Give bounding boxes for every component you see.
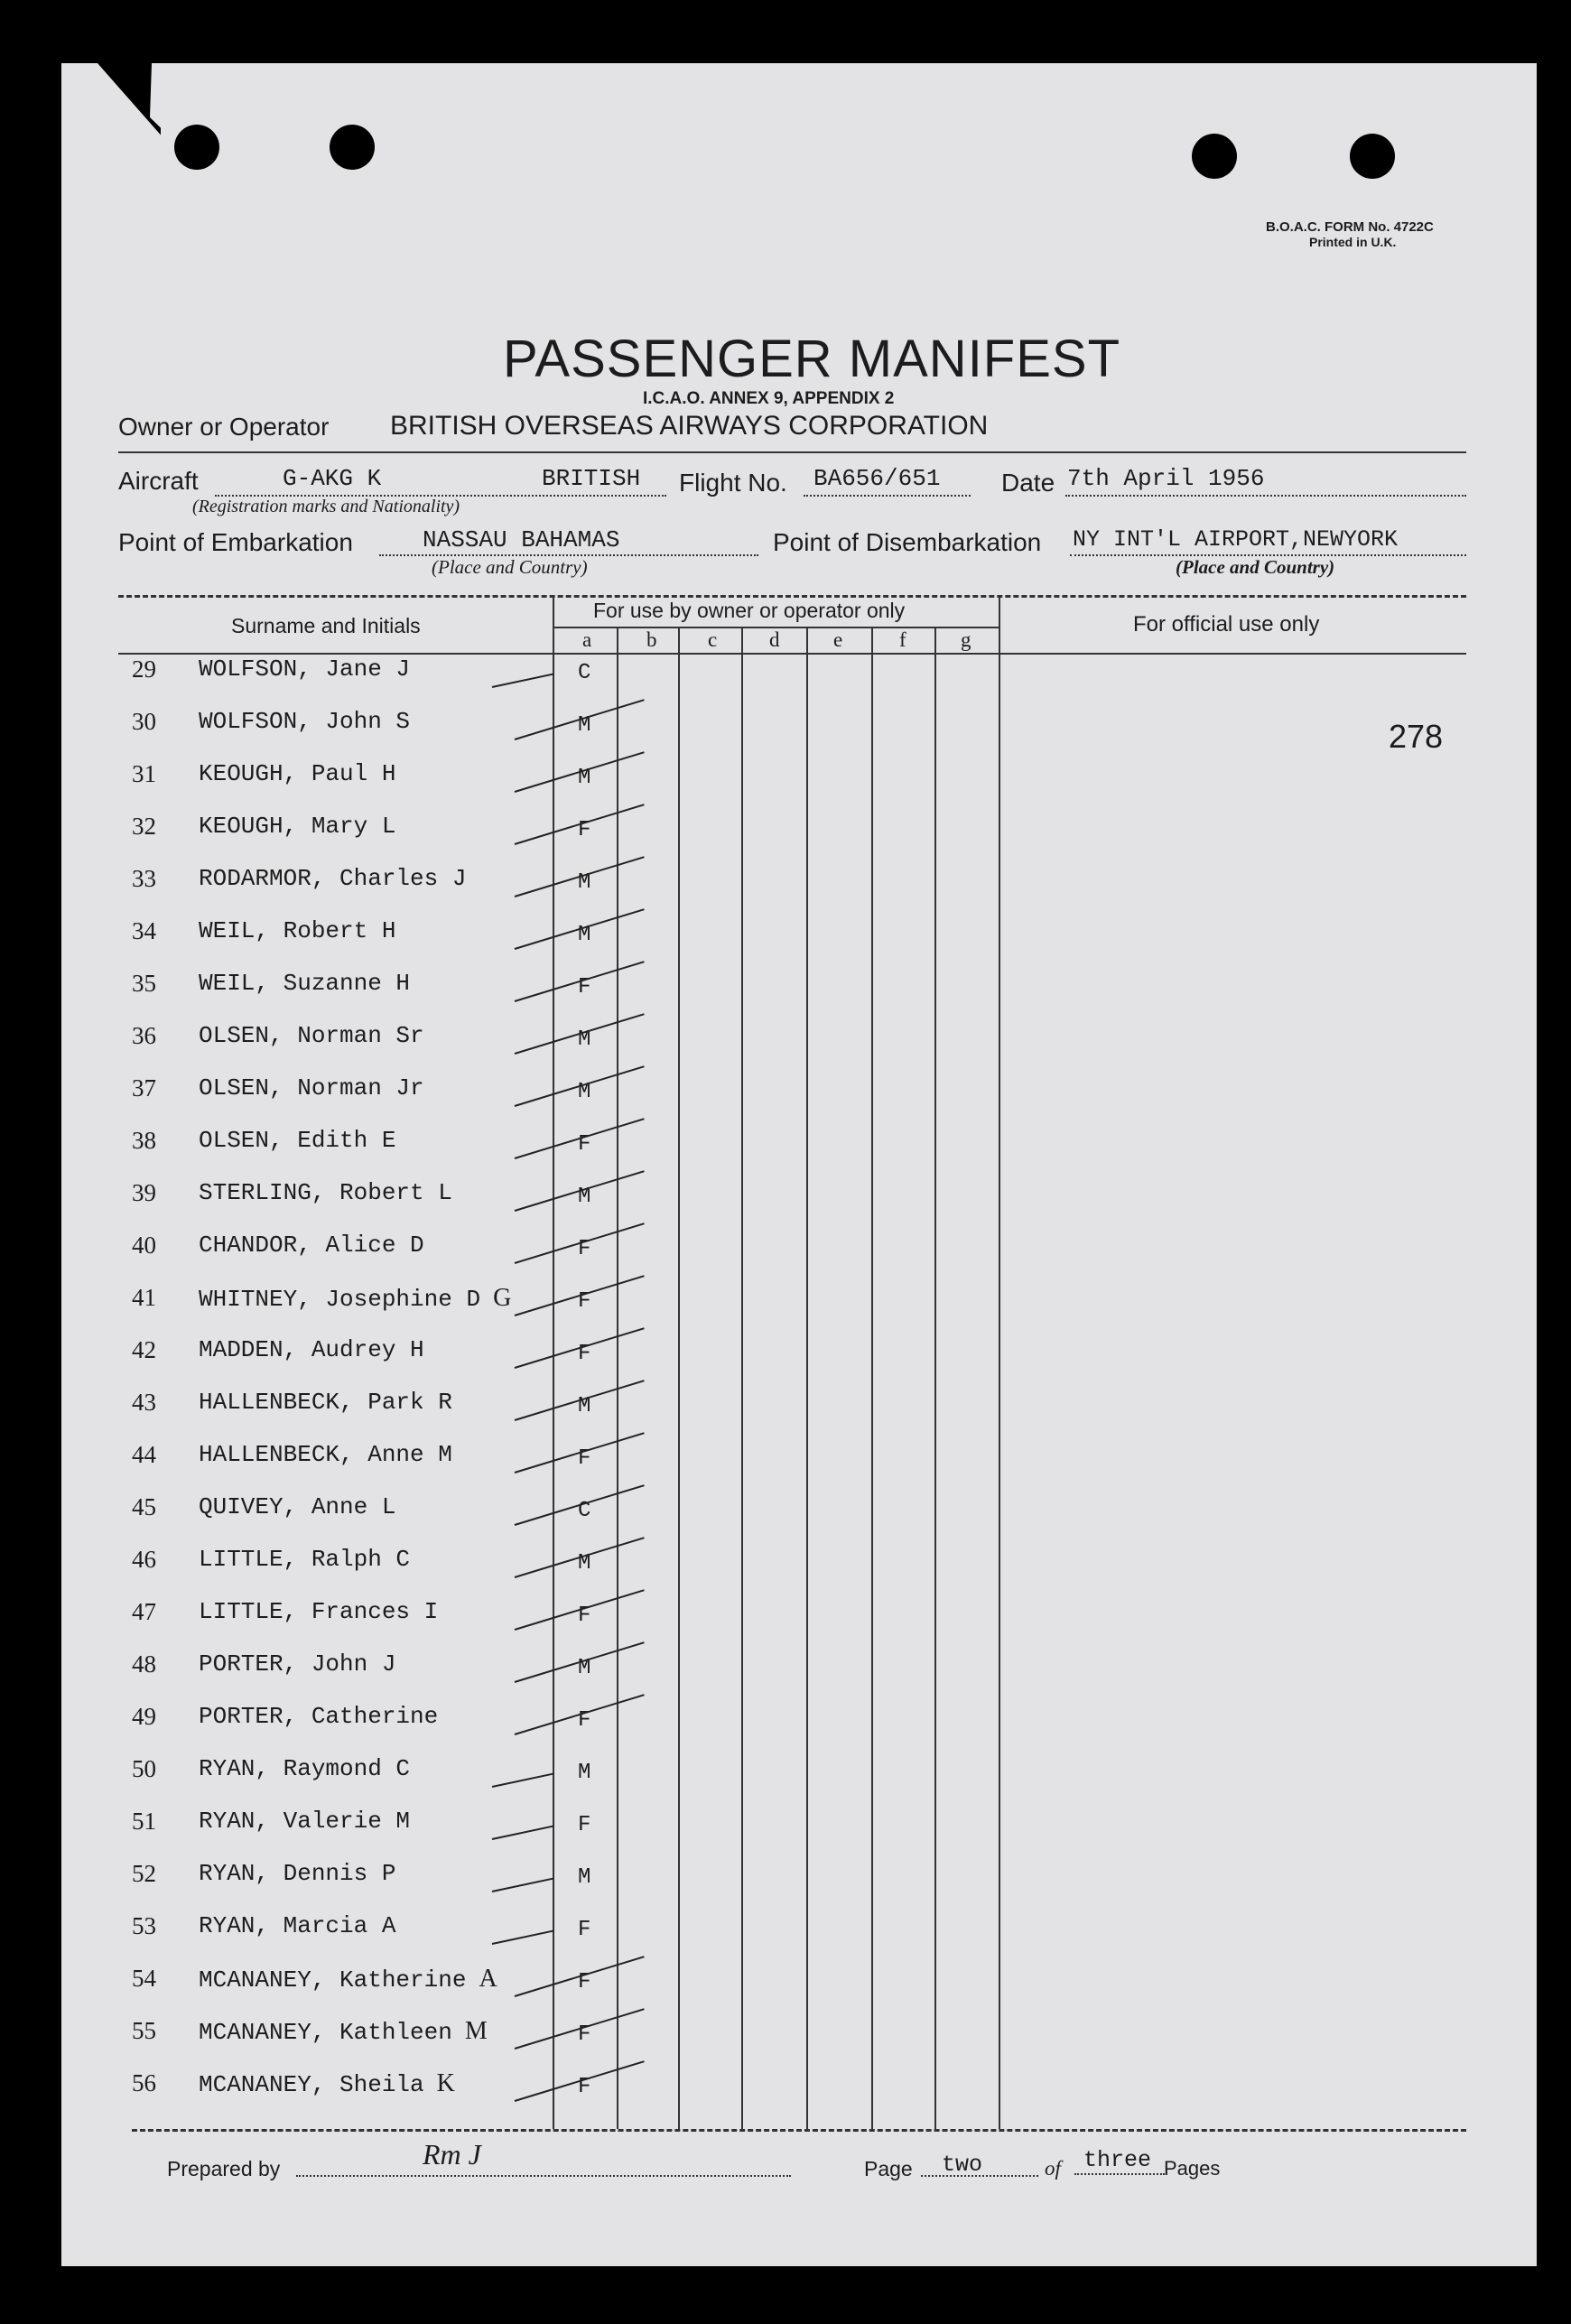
passenger-name [199,1860,395,1887]
passenger-name-text: WOLFSON, Jane J [199,655,411,683]
table-row [0,1703,1571,1748]
passenger-code: F [578,975,591,999]
embarkation-label: Point of Embarkation [118,528,353,556]
row-number: 44 [132,1441,156,1468]
column-header-official: For official use only [1133,612,1320,637]
passenger-name [199,1127,395,1154]
passenger-code: F [578,1237,591,1261]
table-row [0,1493,1571,1538]
row-number: 50 [132,1755,156,1782]
table-row [0,917,1571,962]
row-number: 35 [132,970,156,997]
field-underline [1065,495,1466,497]
passenger-name-text: WOLFSON, John S [199,708,411,735]
passenger-name-text: WHITNEY, Josephine D [199,1286,481,1313]
aircraft-nationality: BRITISH [542,465,641,492]
row-number: 53 [132,1912,156,1939]
passenger-name [199,1755,410,1782]
passenger-name [199,1808,410,1835]
passenger-name-text: CHANDOR, Alice D [199,1232,424,1259]
table-row [0,970,1571,1015]
owner-value: BRITISH OVERSEAS AIRWAYS CORPORATION [390,411,989,441]
row-number: 37 [132,1074,156,1102]
column-letter: e [833,628,843,651]
passenger-name [199,970,410,997]
passenger-name [199,1074,424,1102]
row-number: 38 [132,1127,156,1154]
embarkation-note: (Place and Country) [432,556,588,578]
field-underline [804,495,971,497]
table-row [0,813,1571,858]
handwritten-initial: K [436,2069,455,2097]
aircraft-reg: G-AKG K [283,465,382,492]
table-row [0,1074,1571,1120]
table-row [0,1232,1571,1277]
passenger-code: M [578,1027,591,1052]
row-number: 49 [132,1703,156,1730]
passenger-name-text: LITTLE, Ralph C [199,1546,411,1573]
page-value: two [942,2152,983,2178]
table-row [0,1546,1571,1591]
field-underline [921,2175,1038,2177]
passenger-code: F [578,1970,591,1994]
passenger-name [199,1284,511,1313]
punch-hole [330,125,375,170]
passenger-name-text: MCANANEY, Katherine [199,1966,467,1994]
prepared-signature: Rm J [423,2138,481,2171]
passenger-name [199,1232,424,1259]
column-header-surname: Surname and Initials [231,614,421,637]
table-row [0,2017,1571,2062]
table-row [0,1965,1571,2010]
official-number: 278 [1389,718,1444,755]
page-title: PASSENGER MANIFEST [503,330,1121,388]
flight-value: BA656/651 [813,465,941,492]
row-number: 56 [132,2069,156,2096]
header-rule [118,653,1466,655]
passenger-name-text: OLSEN, Edith E [199,1127,396,1154]
table-row [0,1441,1571,1486]
check-mark [492,1825,554,1840]
passenger-name-text: QUIVEY, Anne L [199,1493,396,1520]
row-number: 54 [132,1965,156,1992]
passenger-code: F [578,1918,591,1942]
passenger-code: M [578,1394,591,1418]
passenger-name-text: RYAN, Dennis P [199,1860,396,1887]
pages-label: Pages [1164,2157,1221,2180]
check-mark [492,1772,554,1788]
passenger-name [199,655,410,683]
registration-note: (Registration marks and Nationality) [192,497,460,516]
row-number: 41 [132,1284,156,1311]
torn-corner [61,63,161,181]
row-number: 45 [132,1493,156,1520]
form-code: B.O.A.C. FORM No. 4722C [1266,219,1434,235]
table-row [0,1650,1571,1696]
column-letter: b [646,628,657,651]
passenger-code: F [578,818,591,842]
row-number: 51 [132,1808,156,1835]
passenger-name [199,2017,488,2046]
table-row [0,760,1571,805]
passenger-name [199,1022,424,1049]
table-row [0,655,1571,701]
column-letter: g [961,628,971,651]
passenger-name [199,760,395,787]
punch-hole [1350,134,1395,179]
punch-hole [1192,134,1237,179]
aircraft-label: Aircraft [118,467,199,495]
passenger-code: F [578,1708,591,1733]
of-value: three [1083,2147,1152,2173]
passenger-code: F [578,1132,591,1157]
field-underline [296,2175,791,2177]
passenger-name [199,2069,455,2098]
check-mark [492,673,554,688]
handwritten-initial: M [464,2017,488,2045]
handwritten-initial: G [493,1284,512,1312]
passenger-name [199,865,466,892]
disembarkation-label: Point of Disembarkation [773,528,1042,556]
passenger-name [199,813,395,840]
passenger-name-text: RYAN, Marcia A [199,1912,396,1939]
passenger-name-text: WEIL, Suzanne H [199,970,411,997]
passenger-code: F [578,1446,591,1471]
row-number: 29 [132,655,156,683]
form-printed: Printed in U.K. [1309,235,1397,249]
passenger-name [199,917,395,944]
passenger-code: F [578,2075,591,2099]
table-row [0,1284,1571,1329]
flight-label: Flight No. [679,469,787,497]
date-label: Date [1001,469,1055,497]
embarkation-value: NASSAU BAHAMAS [423,526,620,553]
passenger-code: C [578,1499,591,1523]
disembarkation-note: (Place and Country) [1176,556,1335,578]
passenger-name [199,1703,438,1730]
passenger-code: M [578,1656,591,1680]
passenger-name [199,1598,438,1625]
passenger-name-text: PORTER, Catherine [199,1703,439,1730]
column-header-operator: For use by owner or operator only [593,599,906,622]
row-number: 42 [132,1336,156,1363]
handwritten-initial: A [479,1965,497,1993]
passenger-name [199,1441,452,1468]
row-number: 47 [132,1598,156,1625]
row-number: 55 [132,2017,156,2044]
passenger-name-text: WEIL, Robert H [199,917,396,944]
table-row [0,1755,1571,1800]
row-number: 34 [132,917,156,944]
passenger-name [199,1389,452,1416]
passenger-name-text: KEOUGH, Paul H [199,760,396,787]
passenger-name [199,1336,424,1363]
owner-label: Owner or Operator [118,413,330,441]
passenger-name [199,1650,395,1678]
passenger-name-text: MCANANEY, Kathleen [199,2019,452,2046]
passenger-code: F [578,2022,591,2047]
table-row [0,1022,1571,1067]
page-label: Page [864,2157,913,2180]
passenger-code: C [578,661,591,685]
row-number: 32 [132,813,156,840]
field-underline [1074,2173,1165,2175]
passenger-code: M [578,713,591,738]
date-value: 7th April 1956 [1067,465,1265,492]
punch-hole [174,125,219,170]
passenger-name-text: RYAN, Raymond C [199,1755,411,1782]
row-number: 36 [132,1022,156,1049]
column-letter: a [582,628,592,651]
table-row [0,1336,1571,1381]
table-row [0,1179,1571,1224]
row-number: 52 [132,1860,156,1887]
prepared-label: Prepared by [167,2157,281,2180]
passenger-code: M [578,1080,591,1104]
passenger-name-text: STERLING, Robert L [199,1179,452,1206]
passenger-name [199,1493,395,1520]
passenger-name-text: RYAN, Valerie M [199,1808,411,1835]
row-number: 43 [132,1389,156,1416]
row-number: 48 [132,1650,156,1678]
divider [118,451,1466,453]
column-letter: c [708,628,718,651]
passenger-name [199,1179,452,1206]
passenger-name-text: MCANANEY, Sheila [199,2071,424,2098]
of-label: of [1045,2157,1061,2180]
passenger-name-text: OLSEN, Norman Sr [199,1022,424,1049]
passenger-name-text: PORTER, John J [199,1650,396,1678]
table-row [0,1912,1571,1957]
table-row [0,1808,1571,1853]
passenger-name [199,1546,410,1573]
table-row [0,1389,1571,1434]
passenger-name-text: HALLENBECK, Anne M [199,1441,452,1468]
passenger-code: M [578,1551,591,1576]
row-number: 39 [132,1179,156,1206]
check-mark [492,1929,554,1945]
row-number: 31 [132,760,156,787]
table-bottom-border [132,2129,1466,2132]
table-row [0,1127,1571,1172]
passenger-code: M [578,1865,591,1890]
passenger-name-text: OLSEN, Norman Jr [199,1074,424,1102]
disembarkation-value: NY INT'L AIRPORT,NEWYORK [1073,526,1399,553]
check-mark [492,1877,554,1892]
table-row [0,1860,1571,1905]
passenger-code: F [578,1342,591,1366]
column-letter: d [769,628,780,651]
passenger-name-text: RODARMOR, Charles J [199,865,467,892]
passenger-name [199,1912,395,1939]
row-number: 40 [132,1232,156,1259]
passenger-code: M [578,1761,591,1785]
column-letter: f [899,628,906,651]
row-number: 30 [132,708,156,735]
passenger-code: M [578,766,591,790]
passenger-code: M [578,923,591,947]
table-row [0,2069,1571,2115]
table-row [0,708,1571,753]
passenger-name-text: MADDEN, Audrey H [199,1336,424,1363]
passenger-code: F [578,1604,591,1628]
passenger-code: M [578,1185,591,1209]
row-number: 46 [132,1546,156,1573]
row-number: 33 [132,865,156,892]
passenger-code: M [578,870,591,895]
table-row [0,1598,1571,1643]
table-row [0,865,1571,910]
table-top-border [118,595,1466,598]
passenger-name-text: KEOUGH, Mary L [199,813,396,840]
passenger-name-text: LITTLE, Frances I [199,1598,439,1625]
page-subtitle: I.C.A.O. ANNEX 9, APPENDIX 2 [643,389,895,408]
passenger-code: F [578,1289,591,1314]
passenger-name-text: HALLENBECK, Park R [199,1389,452,1416]
passenger-name [199,1965,497,1994]
passenger-name [199,708,410,735]
passenger-code: F [578,1813,591,1837]
